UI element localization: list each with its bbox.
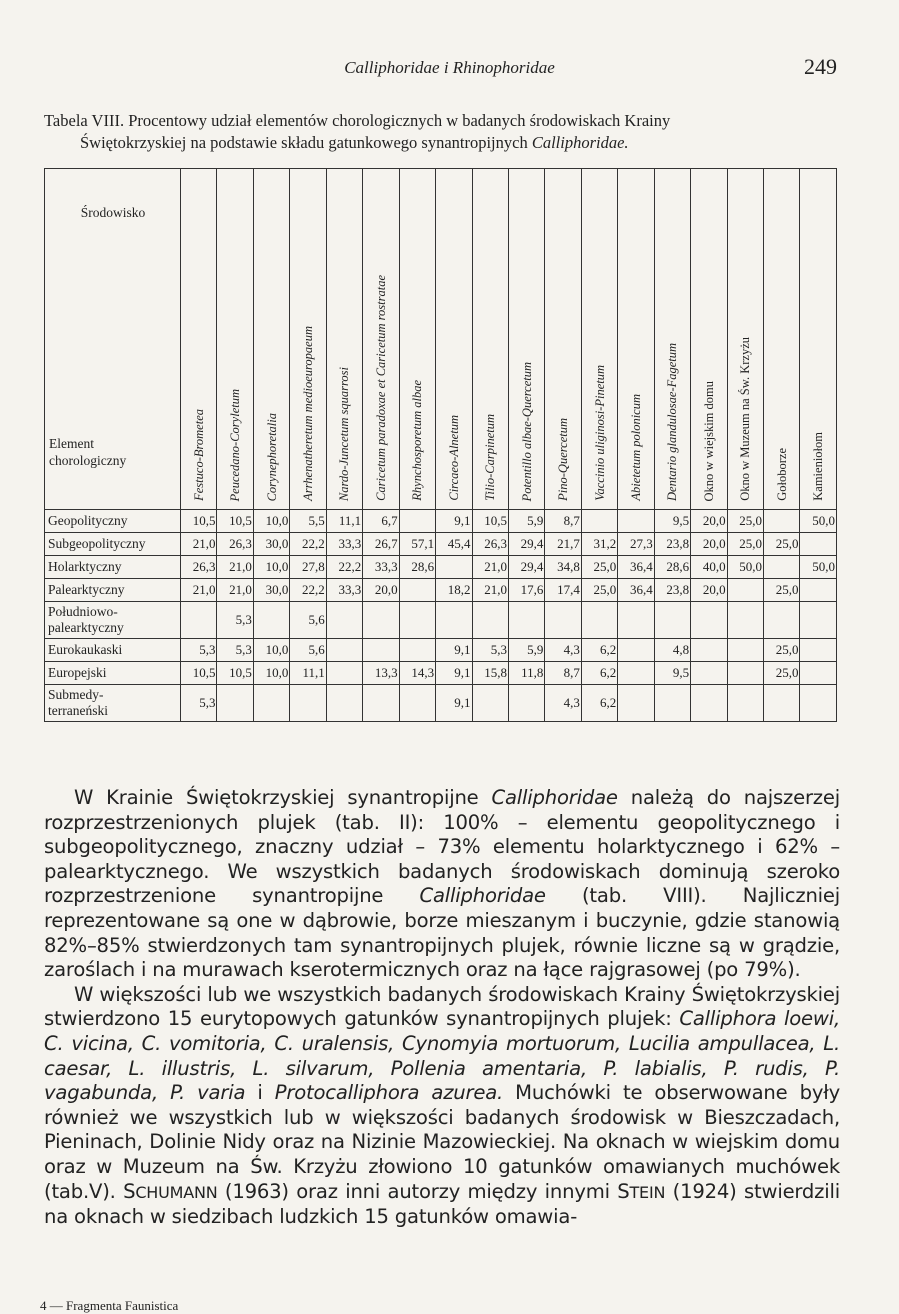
table-cell: 5,3 [181, 639, 217, 662]
table-cell: 22,2 [290, 533, 326, 556]
table-cell [618, 639, 654, 662]
table-cell: 33,3 [326, 533, 362, 556]
table-cell: 36,4 [618, 579, 654, 602]
row-label-line: Południowo- [48, 604, 118, 619]
table-cell: 25,0 [581, 579, 617, 602]
table-cell: 11,1 [290, 662, 326, 685]
table-cell [399, 579, 435, 602]
table-cell: 15,8 [472, 662, 508, 685]
table-cell [764, 602, 800, 639]
table-cell [800, 639, 837, 662]
table-cell: 10,5 [217, 662, 253, 685]
column-header-label: Dentario glandulosae-Fagetum [665, 343, 680, 501]
text-run: (1924) stwierdzili na oknach w siedzibach ludzkich 15 gatunków omawia- [44, 1179, 840, 1229]
table-cell: 21,7 [545, 533, 581, 556]
table-cell: 20,0 [691, 579, 727, 602]
table-cell [508, 685, 544, 722]
caption-line-2-text: Świętokrzyskiej na podstawie składu gatunkowego synantropijnych [80, 133, 532, 152]
column-header-label: Vaccinio uliginosi-Pinetum [592, 365, 607, 501]
table-row [45, 639, 837, 662]
table-cell: 10,5 [217, 510, 253, 533]
table-corner-cell [45, 169, 181, 510]
caption-line-2 [44, 132, 844, 154]
table-cell: 34,8 [545, 556, 581, 579]
page-footer: 4 — Fragmenta Faunistica [40, 1298, 179, 1313]
table-cell: 6,2 [581, 639, 617, 662]
text-run: Muchówki te obserwowane były również we wszystkich lub w większości badanych środowisk w Bieszczadach, Pieninach, Dolinie Nidy oraz na Nizinie Mazowieckiej. Na oknach w wiejskim domu oraz w Muzeum na Św. Krzyżu złowiono 10 gatunków omawianych muchówek (tab.V). [44, 1081, 840, 1203]
row-label-line: Submedy- [48, 687, 104, 702]
table-cell [253, 685, 289, 722]
table-cell [727, 662, 763, 685]
column-header-label: Potentillo albae-Quercetum [519, 361, 534, 501]
table-cell: 5,6 [290, 639, 326, 662]
column-header [253, 169, 289, 510]
text-run: TEIN [629, 1182, 666, 1202]
text-run: i [245, 1081, 275, 1105]
column-header-label: Corynephoretalia [264, 412, 279, 501]
table-cell [217, 685, 253, 722]
row-label: Holarktyczny [45, 556, 181, 579]
table-cell [399, 602, 435, 639]
table-cell: 33,3 [326, 579, 362, 602]
table-cell [181, 602, 217, 639]
table-cell: 8,7 [545, 662, 581, 685]
table-cell: 20,0 [691, 533, 727, 556]
caption-line-1: Tabela VIII. Procentowy udział elementów chorologicznych w badanych środowiskach Krainy [44, 111, 671, 130]
table-cell [727, 639, 763, 662]
column-header [654, 169, 690, 510]
table-cell: 28,6 [399, 556, 435, 579]
column-header-label: Gołoborze [774, 448, 789, 501]
table-cell [727, 602, 763, 639]
table-cell [691, 639, 727, 662]
corner-label-environment: Środowisko [80, 205, 146, 220]
table-cell: 27,3 [618, 533, 654, 556]
table-cell: 31,2 [581, 533, 617, 556]
row-label: Europejski [45, 662, 181, 685]
table-cell [764, 556, 800, 579]
text-run: (tab. VIII). Najliczniej reprezentowane są one w dąbrowie, borze mieszanym i buczynie, gdzie stanowią 82%–85% stwierdzonych tam synantropijnych plujek, równie liczne są w grądzie, zaroślach i na murawach kserotermicznych oraz na łące rajgrasowej (po 79%). [44, 884, 841, 982]
table-body [45, 510, 837, 722]
table-cell: 57,1 [399, 533, 435, 556]
table-cell: 5,3 [217, 602, 253, 639]
column-header [545, 169, 581, 510]
table-cell: 21,0 [217, 556, 253, 579]
table-cell [691, 685, 727, 722]
table-cell [363, 602, 399, 639]
page-number: 249 [804, 54, 837, 79]
table-cell: 50,0 [727, 556, 763, 579]
row-label: Eurokaukaski [45, 639, 181, 662]
table-cell: 6,2 [581, 685, 617, 722]
column-header-label: Rhynchosporetum albae [410, 380, 425, 501]
table-cell [326, 602, 362, 639]
table-cell: 8,7 [545, 510, 581, 533]
table-cell: 9,1 [436, 685, 472, 722]
table-cell: 4,3 [545, 639, 581, 662]
table-cell: 5,3 [181, 685, 217, 722]
table-cell [618, 602, 654, 639]
table-cell: 6,2 [581, 662, 617, 685]
column-header [217, 169, 253, 510]
table-cell [618, 510, 654, 533]
table-cell: 33,3 [363, 556, 399, 579]
table-cell: 25,0 [727, 533, 763, 556]
table-cell: 10,0 [253, 510, 289, 533]
table-header-row [45, 169, 837, 510]
table-cell: 9,1 [436, 510, 472, 533]
column-header [363, 169, 399, 510]
running-head [0, 54, 899, 84]
table-row [45, 662, 837, 685]
table-cell: 17,6 [508, 579, 544, 602]
table-cell: 23,8 [654, 533, 690, 556]
table-cell: 9,1 [436, 662, 472, 685]
column-header [472, 169, 508, 510]
table-cell: 10,5 [181, 662, 217, 685]
table-cell: 26,3 [472, 533, 508, 556]
table-cell: 10,0 [253, 556, 289, 579]
table-cell: 4,3 [545, 685, 581, 722]
table-cell [800, 602, 837, 639]
column-header-label: Circaeo-Alnetum [446, 415, 461, 501]
column-header [581, 169, 617, 510]
table-cell [654, 602, 690, 639]
table-cell [800, 662, 837, 685]
table-cell: 5,5 [290, 510, 326, 533]
table-cell [691, 602, 727, 639]
italic-run: Calliphoridae [491, 786, 618, 809]
table-cell: 21,0 [181, 579, 217, 602]
table-row [45, 510, 837, 533]
table-cell: 18,2 [436, 579, 472, 602]
table-cell: 26,7 [363, 533, 399, 556]
italic-run: Calliphora loewi, C. vicina, C. vomitoria, C. uralensis, Cynomyia mortuorum, Lucilia ampullacea, L. caesar, L. illustris, L. silvarum, Pollenia amentaria, P. labialis, P. rudis, P. vagabunda, P. varia [44, 1007, 841, 1105]
table-cell: 25,0 [764, 639, 800, 662]
row-label-line: palearktyczny [48, 620, 124, 635]
column-header [290, 169, 326, 510]
table-cell: 50,0 [800, 556, 837, 579]
table-cell: 26,3 [181, 556, 217, 579]
table-cell [253, 602, 289, 639]
table-cell: 26,3 [217, 533, 253, 556]
table-cell: 21,0 [472, 556, 508, 579]
column-header-label: Pino-Quercetum [556, 418, 571, 501]
column-header [691, 169, 727, 510]
table-cell: 25,0 [764, 533, 800, 556]
table-cell [436, 556, 472, 579]
table-cell: 5,3 [217, 639, 253, 662]
table-cell [764, 685, 800, 722]
table-cell: 10,0 [253, 639, 289, 662]
table-cell [764, 510, 800, 533]
table-cell: 30,0 [253, 533, 289, 556]
table-cell: 9,1 [436, 639, 472, 662]
italic-run: Protocalliphora azurea. [274, 1081, 504, 1105]
table-cell: 10,0 [253, 662, 289, 685]
column-header-label: Festuco-Brometea [191, 409, 206, 501]
table-cell [326, 685, 362, 722]
table-cell: 25,0 [581, 556, 617, 579]
running-head-title: Calliphoridae i Rhinophoridae [344, 58, 555, 77]
table-row [45, 556, 837, 579]
column-header-label: Nardo-Juncetum squarrosi [337, 366, 352, 501]
column-header-label: Peucedano-Coryletum [228, 388, 243, 501]
table-cell [363, 685, 399, 722]
table-cell: 50,0 [800, 510, 837, 533]
table-cell: 30,0 [253, 579, 289, 602]
paragraph-1 [44, 786, 840, 983]
row-label: Subgeopolityczny [45, 533, 181, 556]
table-cell: 5,9 [508, 510, 544, 533]
table-cell [581, 602, 617, 639]
table-cell: 10,5 [472, 510, 508, 533]
table-cell [399, 510, 435, 533]
table-cell: 9,5 [654, 510, 690, 533]
table-cell: 45,4 [436, 533, 472, 556]
column-header-label: Kamieniołom [811, 432, 826, 501]
table-cell: 5,6 [290, 602, 326, 639]
table-cell: 36,4 [618, 556, 654, 579]
table-cell [326, 662, 362, 685]
text-run: S [123, 1179, 136, 1203]
table-row [45, 685, 837, 722]
table-cell: 9,5 [654, 662, 690, 685]
corner-label-element [49, 435, 126, 469]
table-row [45, 602, 837, 639]
table-cell: 22,2 [290, 579, 326, 602]
text-run: W Krainie Świętokrzyskiej synantropijne [74, 786, 492, 809]
table-cell [508, 602, 544, 639]
text-run: S [617, 1179, 630, 1203]
chorology-table [44, 168, 837, 722]
corner-label-element-2: chorologiczny [49, 453, 127, 468]
table-cell [727, 685, 763, 722]
paragraph-2 [44, 983, 840, 1230]
row-label [45, 685, 181, 722]
table-cell: 5,9 [508, 639, 544, 662]
table-cell: 20,0 [691, 510, 727, 533]
table-cell: 29,4 [508, 533, 544, 556]
column-header-label: Caricetum paradoxae et Caricetum rostratae [373, 275, 388, 501]
text-run: (1963) oraz inni autorzy między innymi [217, 1179, 618, 1203]
column-header [764, 169, 800, 510]
row-label: Palearktyczny [45, 579, 181, 602]
column-header [326, 169, 362, 510]
table-cell: 28,6 [654, 556, 690, 579]
table-cell: 5,3 [472, 639, 508, 662]
column-header [436, 169, 472, 510]
table-cell [800, 533, 837, 556]
corner-label-element-1: Element [49, 436, 94, 451]
table-cell: 27,8 [290, 556, 326, 579]
text-run: CHUMANN [135, 1182, 218, 1202]
table-cell: 10,5 [181, 510, 217, 533]
column-header-label: Abietetum polonicum [628, 394, 643, 501]
table-cell: 17,4 [545, 579, 581, 602]
table-cell [545, 602, 581, 639]
table-cell: 21,0 [181, 533, 217, 556]
column-header-label: Okno w Muzeum na Św. Krzyżu [738, 337, 753, 501]
table-cell: 6,7 [363, 510, 399, 533]
table-cell [581, 510, 617, 533]
table-row [45, 533, 837, 556]
text-run: W większości lub we wszystkich badanych środowiskach Krainy Świętokrzyskiej stwierdzono 15 eurytopowych gatunków synantropijnych plujek: [44, 982, 840, 1031]
italic-run: Calliphoridae [419, 884, 546, 908]
caption-taxon: Calliphoridae. [531, 133, 629, 152]
table-cell [399, 639, 435, 662]
column-header [399, 169, 435, 510]
table-cell [399, 685, 435, 722]
row-label: Geopolityczny [45, 510, 181, 533]
table-cell: 13,3 [363, 662, 399, 685]
table-cell: 25,0 [727, 510, 763, 533]
table-cell [800, 579, 837, 602]
table-row [45, 579, 837, 602]
table-cell [618, 662, 654, 685]
table-cell: 20,0 [363, 579, 399, 602]
table-cell: 25,0 [764, 662, 800, 685]
table-cell: 25,0 [764, 579, 800, 602]
table-cell: 11,8 [508, 662, 544, 685]
body-text [44, 786, 840, 1230]
table-cell: 22,2 [326, 556, 362, 579]
column-header-label: Tilio-Carpinetum [483, 414, 498, 501]
table-cell [800, 685, 837, 722]
table-cell [326, 639, 362, 662]
table-caption [44, 110, 844, 154]
table-cell [363, 639, 399, 662]
table-cell [472, 602, 508, 639]
column-header [181, 169, 217, 510]
table-cell [691, 662, 727, 685]
table-cell: 21,0 [472, 579, 508, 602]
text-run: należą do najszerzej rozprzestrzenionych plujek (tab. II): 100% – elementu geopolitycznego i subgeopolitycznego, znaczny udział – 73% elementu holarktycznego i 62% – palearktycznego. We wszystkich badanych środowiskach dominują szeroko rozprzestrzenione synantropijne [44, 786, 840, 908]
table-cell: 40,0 [691, 556, 727, 579]
row-label [45, 602, 181, 639]
table-cell [290, 685, 326, 722]
table-cell [727, 579, 763, 602]
column-header [800, 169, 837, 510]
table-cell [654, 685, 690, 722]
table-cell: 29,4 [508, 556, 544, 579]
column-header [508, 169, 544, 510]
row-label-line: terraneński [48, 703, 108, 718]
table-cell [436, 602, 472, 639]
table-cell [472, 685, 508, 722]
column-header [618, 169, 654, 510]
table-cell: 23,8 [654, 579, 690, 602]
table-cell: 14,3 [399, 662, 435, 685]
column-header [727, 169, 763, 510]
column-header-label: Okno w wiejskim domu [701, 380, 716, 501]
table-cell: 4,8 [654, 639, 690, 662]
table-cell: 11,1 [326, 510, 362, 533]
column-header-label: Arrhenatheretum medioeuropaeum [301, 326, 316, 501]
table-cell: 21,0 [217, 579, 253, 602]
table-cell [618, 685, 654, 722]
